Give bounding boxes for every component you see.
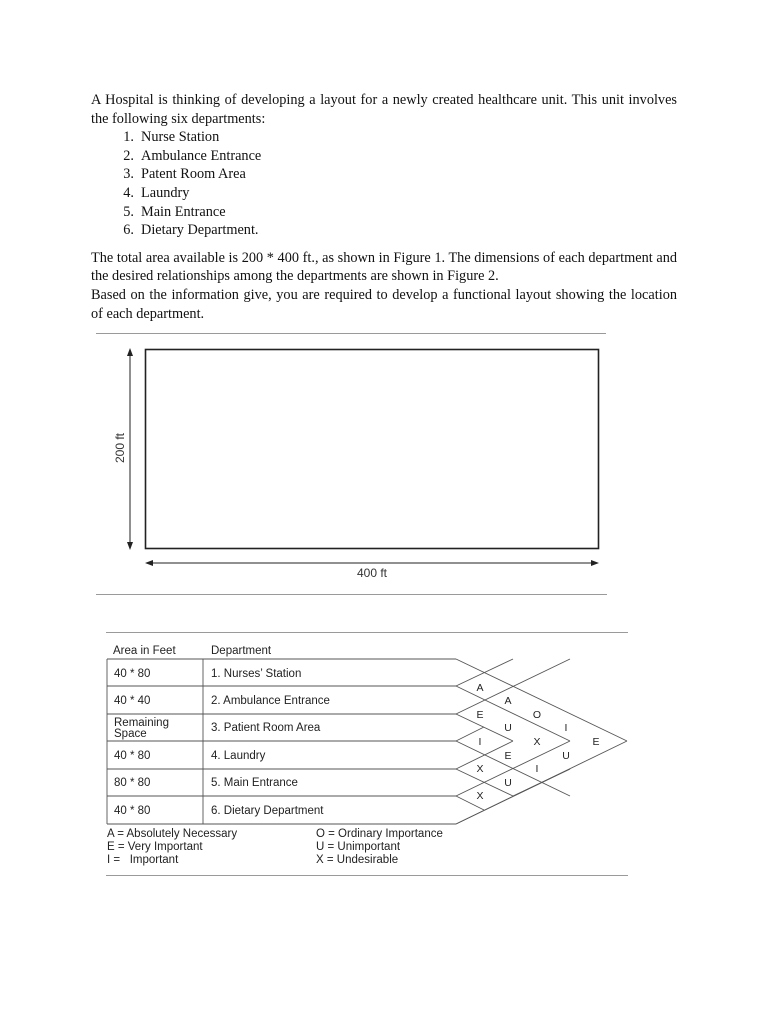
- department-column-header: Department: [211, 645, 272, 657]
- relationship-code: E: [592, 736, 600, 748]
- department-name: 5. Main Entrance: [211, 777, 298, 789]
- area-column-header: Area in Feet: [113, 645, 176, 657]
- area-value: 40 * 80: [114, 805, 151, 817]
- total-area-rectangle: [146, 350, 599, 549]
- department-table-grid: [107, 659, 456, 824]
- area-value: Space: [114, 728, 147, 740]
- relationship-code: I: [478, 736, 482, 748]
- width-label: 400 ft: [356, 566, 388, 580]
- relationship-code: U: [562, 750, 570, 762]
- department-name: 1. Nurses’ Station: [211, 668, 302, 680]
- legend-item-a: A = Absolutely Necessary: [107, 828, 238, 840]
- list-number: 4.: [123, 184, 134, 201]
- list-item: [91, 165, 677, 184]
- relationship-code: E: [504, 750, 512, 762]
- area-value: 40 * 80: [114, 750, 151, 762]
- department-name: 6. Dietary Department: [211, 805, 324, 817]
- relationship-code: A: [476, 682, 484, 694]
- list-text: Laundry: [141, 184, 190, 201]
- list-item: [91, 203, 677, 222]
- department-name: 2. Ambulance Entrance: [211, 695, 330, 707]
- legend-item-i: I = Important: [107, 854, 179, 866]
- department-list: [91, 128, 677, 240]
- area-diagram: [96, 338, 616, 588]
- intro-paragraph: A Hospital is thinking of developing a layout for a newly created healthcare unit. This unit involves the following six departments:: [91, 92, 677, 127]
- list-number: 3.: [123, 166, 134, 183]
- list-number: 2.: [123, 147, 134, 164]
- figure2-bottom-rule: [106, 875, 628, 876]
- legend-item-e: E = Very Important: [107, 841, 203, 853]
- relationship-code: O: [532, 709, 542, 721]
- legend-item-o: O = Ordinary Importance: [316, 828, 443, 840]
- figure1-top-rule: [96, 333, 606, 334]
- list-number: 5.: [123, 203, 134, 220]
- task-paragraph: Based on the information give, you are required to develop a functional layout showing the location of each department.: [91, 286, 677, 322]
- relationship-code: A: [504, 695, 512, 707]
- area-value: Remaining: [114, 717, 169, 729]
- department-name: 4. Laundry: [211, 750, 266, 762]
- area-value: 40 * 80: [114, 668, 151, 680]
- relationship-code: I: [564, 722, 568, 734]
- figure1-bottom-rule: [96, 594, 607, 595]
- relationship-code: E: [476, 709, 484, 721]
- height-label: 200 ft: [113, 432, 127, 464]
- department-name: 3. Patient Room Area: [211, 722, 321, 734]
- list-number: 1.: [123, 129, 134, 146]
- list-text: Dietary Department.: [141, 222, 259, 239]
- relationship-code: X: [476, 763, 484, 775]
- relationship-chart: [106, 630, 636, 870]
- list-item: [91, 147, 677, 166]
- list-text: Patent Room Area: [141, 166, 246, 183]
- list-item: [91, 221, 677, 240]
- list-text: Ambulance Entrance: [141, 147, 262, 164]
- legend-item-u: U = Unimportant: [316, 841, 401, 853]
- list-text: Main Entrance: [141, 203, 226, 220]
- relationship-code: I: [535, 763, 539, 775]
- list-item: [91, 184, 677, 203]
- area-value: 40 * 40: [114, 695, 151, 707]
- height-dimension-arrow: [127, 348, 133, 550]
- list-number: 6.: [123, 222, 134, 239]
- area-paragraph: The total area available is 200 * 400 ft., as shown in Figure 1. The dimensions of each department and the desired relationships among the departments are shown in Figure 2.: [91, 249, 677, 285]
- relationship-code: X: [476, 790, 484, 802]
- relationship-code: U: [504, 722, 512, 734]
- list-item: [91, 128, 677, 147]
- legend-item-x: X = Undesirable: [316, 854, 399, 866]
- list-text: Nurse Station: [141, 129, 220, 146]
- relationship-code: U: [504, 777, 512, 789]
- relationship-code: X: [533, 736, 541, 748]
- area-value: 80 * 80: [114, 777, 151, 789]
- problem-statement: [91, 91, 677, 323]
